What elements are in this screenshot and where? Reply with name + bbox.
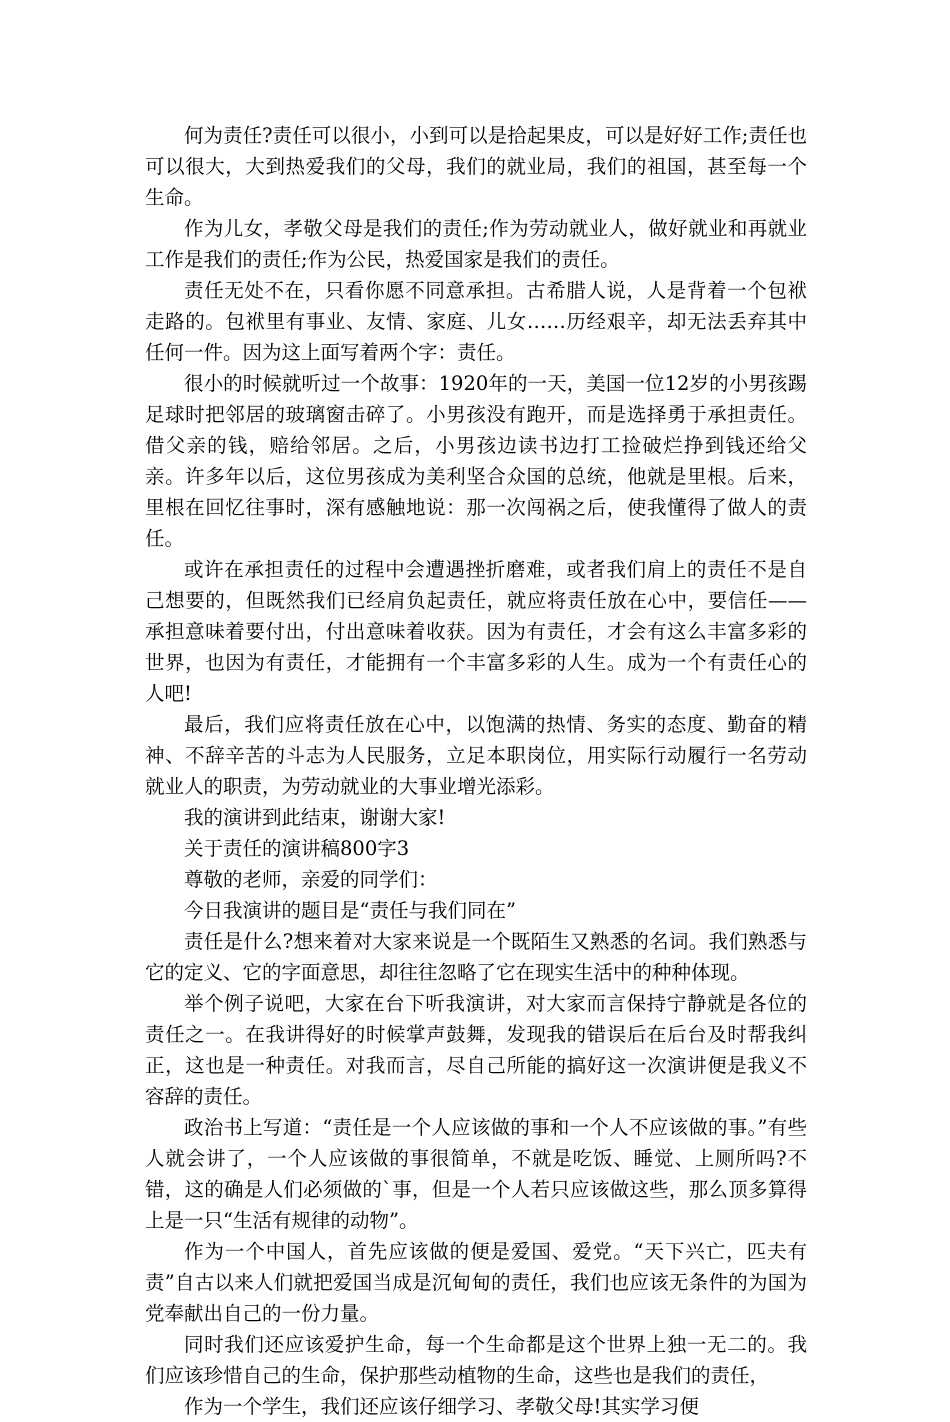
paragraph: 何为责任?责任可以很小，小到可以是拾起果皮，可以是好好工作;责任也可以很大，大到热爱我们的父母，我们的就业局，我们的祖国，甚至每一个生命。 [145,124,807,209]
paragraph: 作为一个中国人，首先应该做的便是爱国、爱党。“天下兴亡，匹夫有责”自古以来人们就把爱国当成是沉甸甸的责任，我们也应该无条件的为国为党奉献出自己的一份力量。 [145,1240,807,1325]
speech-topic: 今日我演讲的题目是“责任与我们同在” [184,899,516,922]
paragraph: 责任无处不在，只看你愿不同意承担。古希腊人说，人是背着一个包袱走路的。包袱里有事业、友情、家庭、儿女……历经艰辛，却无法丢弃其中任何一件。因为这上面写着两个字：责任。 [145,279,807,364]
section-heading: 关于责任的演讲稿800字3 [184,837,410,860]
paragraph: 政治书上写道：“责任是一个人应该做的事和一个人不应该做的事。”有些人就会讲了，一个人应该做的事很简单，不就是吃饭、睡觉、上厕所吗?不错，这的确是人们必须做的`事，但是一个人若只应该做这些，那么顶多算得上是一只“生活有规律的动物”。 [145,1116,807,1232]
paragraph: 作为儿女，孝敬父母是我们的责任;作为劳动就业人，做好就业和再就业工作是我们的责任;作为公民，热爱国家是我们的责任。 [145,217,807,271]
paragraph: 举个例子说吧，大家在台下听我演讲，对大家而言保持宁静就是各位的责任之一。在我讲得好的时候掌声鼓舞，发现我的错误后在后台及时帮我纠正，这也是一种责任。对我而言，尽自己所能的搞好这一次演讲便是我义不容辞的责任。 [145,992,807,1108]
paragraph: 同时我们还应该爱护生命，每一个生命都是这个世界上独一无二的。我们应该珍惜自己的生命，保护那些动植物的生命，这些也是我们的责任， [145,1333,807,1387]
paragraph: 最后，我们应将责任放在心中，以饱满的热情、务实的态度、勤奋的精神、不辞辛苦的斗志为人民服务，立足本职岗位，用实际行动履行一名劳动就业人的职责，为劳动就业的大事业增光添彩。 [145,713,807,798]
paragraph: 作为一个学生，我们还应该仔细学习、孝敬父母!其实学习便 [184,1395,699,1418]
closing-line: 我的演讲到此结束，谢谢大家! [184,806,446,829]
document-body [145,120,807,1422]
paragraph: 或许在承担责任的过程中会遭遇挫折磨难，或者我们肩上的责任不是自己想要的，但既然我们已经肩负起责任，就应将责任放在心中，要信任——承担意味着要付出，付出意味着收获。因为有责任，才会有这么丰富多彩的世界，也因为有责任，才能拥有一个丰富多彩的人生。成为一个有责任心的人吧! [145,558,807,705]
paragraph: 很小的时候就听过一个故事：1920年的一天，美国一位12岁的小男孩踢足球时把邻居的玻璃窗击碎了。小男孩没有跑开，而是选择勇于承担责任。借父亲的钱，赔给邻居。之后，小男孩边读书边打工捡破烂挣到钱还给父亲。许多年以后，这位男孩成为美利坚合众国的总统，他就是里根。后来，里根在回忆往事时，深有感触地说：那一次闯祸之后，使我懂得了做人的责任。 [145,372,807,550]
paragraph: 责任是什么?想来着对大家来说是一个既陌生又熟悉的名词。我们熟悉与它的定义、它的字面意思，却往往忽略了它在现实生活中的种种体现。 [145,930,807,984]
salutation: 尊敬的老师，亲爱的同学们： [184,868,438,891]
